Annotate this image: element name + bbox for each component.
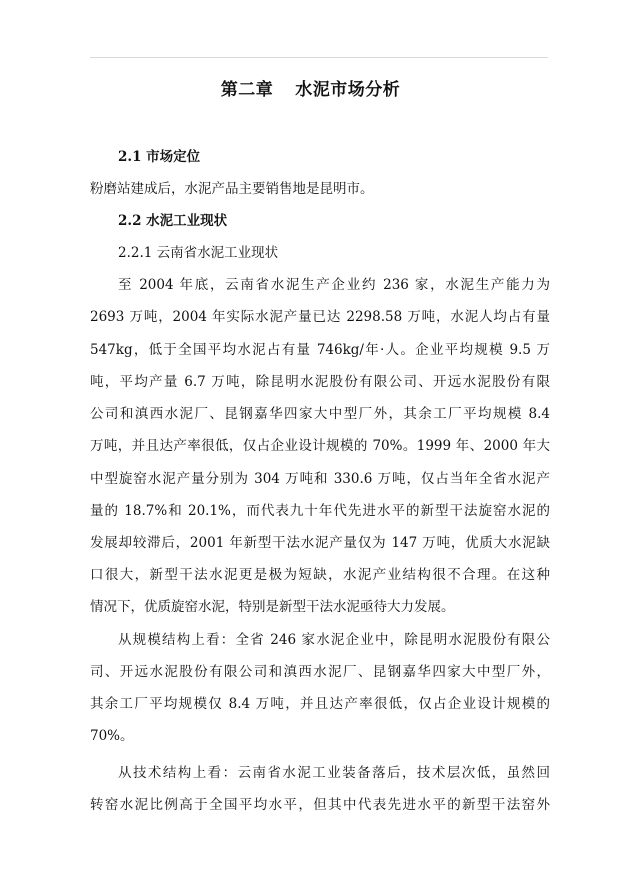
paragraph-1-line: 公司和滇西水泥厂、昆钢嘉华四家大中型厂外，其余工厂平均规模 8.4	[90, 406, 550, 422]
paragraph-2-line: 70%。	[90, 728, 134, 744]
paragraph-1-line: 情况下，优质旋窑水泥，特别是新型干法水泥亟待大力发展。	[90, 599, 455, 615]
paragraph-1-line: 量的 18.7%和 20.1%，而代表九十年代先进水平的新型干法旋窑水泥的	[90, 503, 550, 519]
chapter-number: 第二章	[220, 80, 274, 100]
paragraph-3-line: 转窑水泥比例高于全国平均水平，但其中代表先进水平的新型干法窑外	[90, 797, 550, 813]
chapter-title	[0, 80, 621, 100]
header-rule	[90, 57, 548, 58]
paragraph-2-line: 从规模结构上看：全省 246 家水泥企业中，除昆明水泥股份有限公	[118, 632, 550, 648]
paragraph-1-line: 吨，平均产量 6.7 万吨，除昆明水泥股份有限公司、开远水泥股份有限	[90, 374, 550, 390]
text-line: 粉磨站建成后，水泥产品主要销售地是昆明市。	[90, 181, 374, 197]
section-heading-2-2: 2.2 水泥工业现状	[118, 213, 228, 229]
paragraph-1-line: 中型旋窑水泥产量分别为 304 万吨和 330.6 万吨，仅占当年全省水泥产	[90, 471, 550, 487]
paragraph-1-line: 2693 万吨，2004 年实际水泥产量已达 2298.58 万吨，水泥人均占有量	[90, 309, 550, 325]
subsection-heading-2-2-1: 2.2.1 云南省水泥工业现状	[118, 245, 279, 261]
paragraph-1-line: 547kg，低于全国平均水泥占有量 746kg/年·人。企业平均规模 9.5 万	[90, 342, 550, 358]
paragraph-1-line: 万吨，并且达产率很低，仅占企业设计规模的 70%。1999 年、2000 年大	[90, 438, 550, 454]
paragraph-2-line: 司、开远水泥股份有限公司和滇西水泥厂、昆钢嘉华四家大中型厂外，	[90, 664, 550, 680]
section-heading-2-1: 2.1 市场定位	[118, 149, 201, 165]
chapter-name: 水泥市场分析	[295, 80, 401, 100]
paragraph-1-line: 至 2004 年底，云南省水泥生产企业约 236 家，水泥生产能力为	[118, 277, 550, 293]
paragraph-1-line: 口很大，新型干法水泥更是极为短缺，水泥产业结构很不合理。在这种	[90, 567, 550, 583]
paragraph-2-line: 其余工厂平均规模仅 8.4 万吨，并且达产率很低，仅占企业设计规模的	[90, 696, 550, 712]
paragraph-3-line: 从技术结构上看：云南省水泥工业装备落后，技术层次低，虽然回	[118, 765, 550, 781]
paragraph-1-line: 发展却较滞后，2001 年新型干法水泥产量仅为 147 万吨，优质大水泥缺	[90, 535, 550, 551]
